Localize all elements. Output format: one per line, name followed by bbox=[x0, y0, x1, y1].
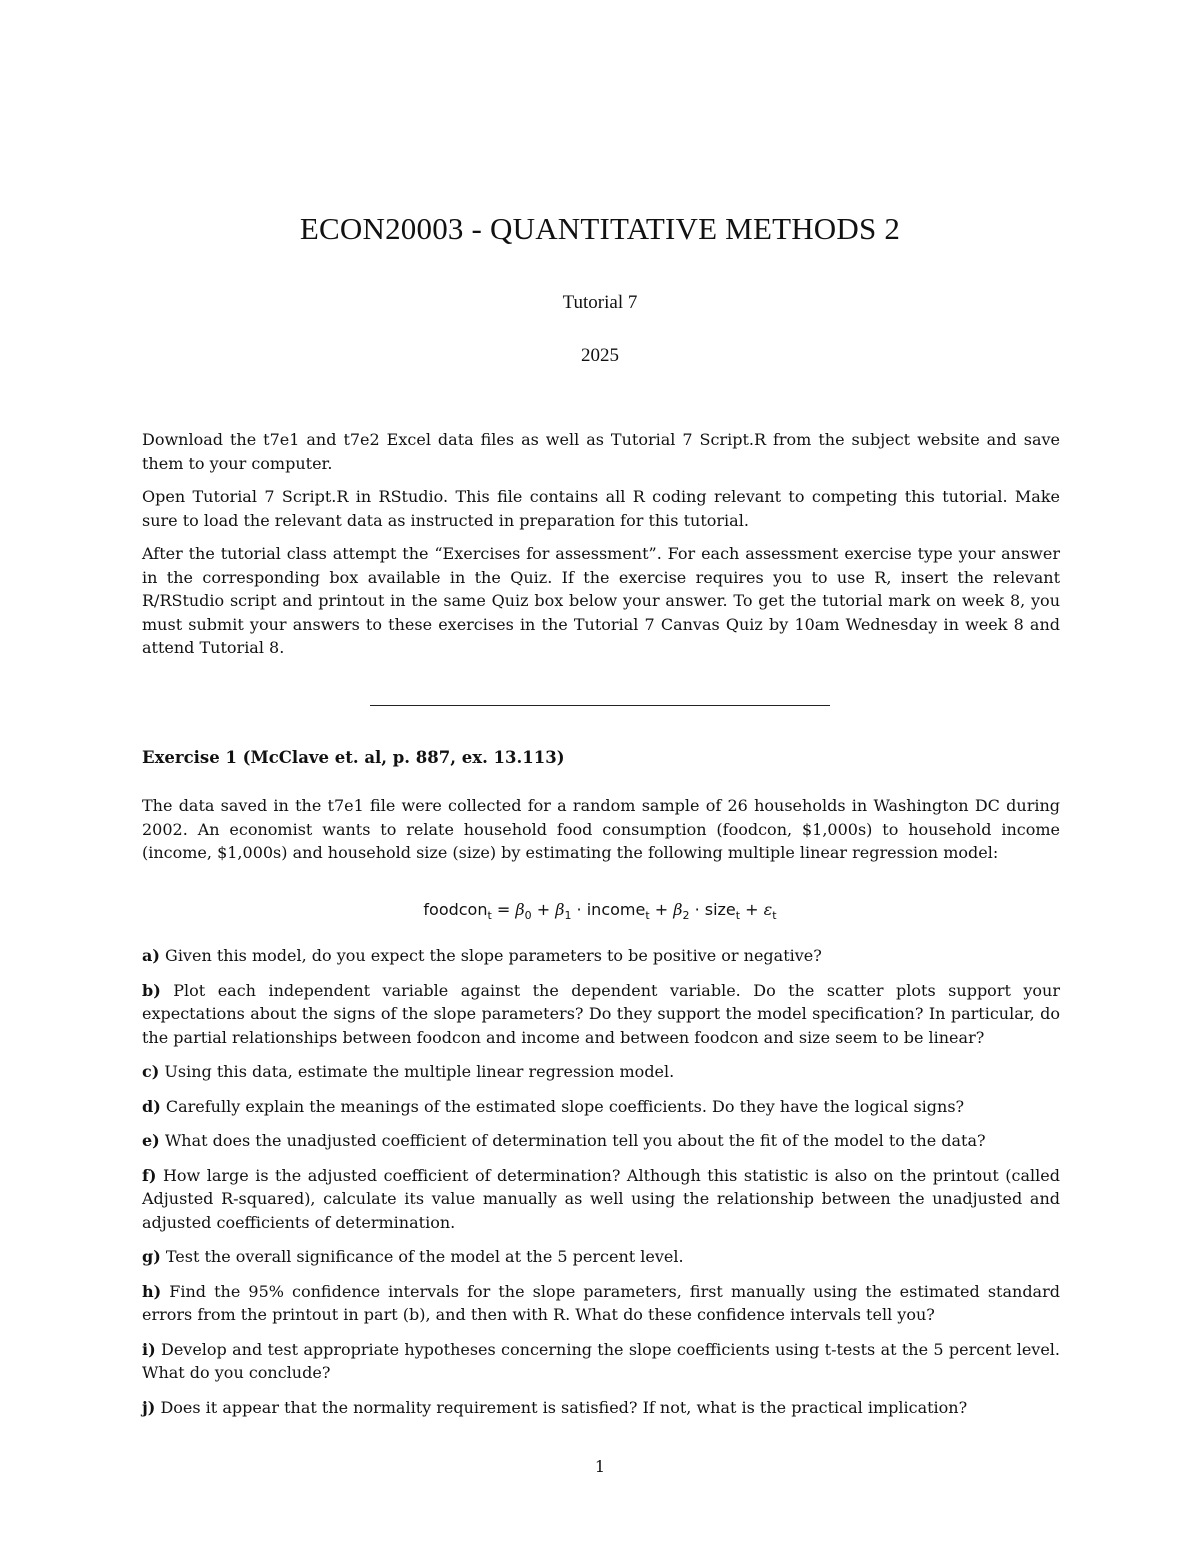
question-label: b) bbox=[142, 980, 161, 1000]
intro-paragraph: After the tutorial class attempt the “Exercises for assessment”. For each assessment exercise type your answer in the corresponding box available in the Quiz. If the exercise requires you to use R, insert the relevant R/RStudio script and printout in the same Quiz box below your answer. To get the tutorial mark on week 8, you must submit your answers to these exercises in the Tutorial 7 Canvas Quiz by 10am Wednesday in week 8 and attend Tutorial 8. bbox=[142, 544, 1060, 657]
equation-plus: + bbox=[740, 900, 764, 919]
question-item bbox=[142, 1129, 1060, 1153]
document-year: 2025 bbox=[581, 345, 619, 366]
question-label: d) bbox=[142, 1096, 161, 1116]
regression-equation bbox=[0, 900, 1200, 922]
size-term: · size bbox=[689, 900, 736, 919]
question-text: Using this data, estimate the multiple linear regression model. bbox=[164, 1062, 675, 1081]
beta-0-subscript: 0 bbox=[524, 909, 532, 923]
question-label: j) bbox=[142, 1397, 156, 1417]
beta-1-subscript: 1 bbox=[564, 909, 572, 923]
beta-1: β bbox=[555, 900, 565, 919]
equation-subscript: t bbox=[735, 909, 741, 923]
question-text: What does the unadjusted coefficient of determination tell you about the fit of the model to the data? bbox=[164, 1131, 986, 1150]
equation-subscript: t bbox=[487, 909, 492, 923]
question-item bbox=[142, 1060, 1060, 1084]
equation-subscript: t bbox=[772, 909, 777, 923]
question-text: Test the overall significance of the model at the 5 percent level. bbox=[165, 1247, 684, 1266]
question-text: Does it appear that the normality requirement is satisfied? If not, what is the practical implication? bbox=[160, 1397, 968, 1417]
question-item bbox=[142, 944, 1060, 968]
question-item bbox=[142, 1245, 1060, 1269]
question-label: f) bbox=[142, 1165, 157, 1185]
question-item bbox=[142, 979, 1060, 1050]
question-text: How large is the adjusted coefficient of determination? Although this statistic is also on the printout (called Adjusted R-squared), calculate its value manually as well using the relationship between the unadjusted and adjusted coefficients of determination. bbox=[142, 1165, 1060, 1232]
intro-paragraph: Download the t7e1 and t7e2 Excel data files as well as Tutorial 7 Script.R from the subject website and save them to your computer. bbox=[142, 430, 1060, 473]
beta-2: β bbox=[673, 900, 683, 919]
equation-lhs: foodcon bbox=[423, 900, 488, 919]
question-item bbox=[142, 1164, 1060, 1235]
exercise-description-text: The data saved in the t7e1 file were collected for a random sample of 26 households in Washington DC during 2002. An economist wants to relate household food consumption (foodcon, $1,000s) to household income (income, $1,000s) and household size (size) by estimating the following multiple linear regression model: bbox=[142, 796, 1060, 862]
question-item bbox=[142, 1396, 1060, 1420]
section-divider bbox=[370, 705, 830, 706]
question-label: g) bbox=[142, 1247, 161, 1266]
intro-section bbox=[142, 428, 1060, 670]
question-text: Given this model, do you expect the slope parameters to be positive or negative? bbox=[165, 946, 822, 965]
question-text: Develop and test appropriate hypotheses concerning the slope coefficients using t-tests at the 5 percent level. What do you conclude? bbox=[142, 1339, 1060, 1382]
question-label: i) bbox=[142, 1339, 156, 1359]
question-text: Carefully explain the meanings of the estimated slope coefficients. Do they have the logical signs? bbox=[165, 1096, 965, 1116]
equation-equals: = bbox=[491, 900, 516, 919]
page-title: ECON20003 - QUANTITATIVE METHODS 2 bbox=[299, 211, 901, 246]
income-term: · income bbox=[571, 900, 646, 919]
equation-plus: + bbox=[531, 900, 556, 919]
question-item bbox=[142, 1095, 1060, 1119]
question-item bbox=[142, 1280, 1060, 1327]
equation-plus: + bbox=[649, 900, 674, 919]
exercise-heading: Exercise 1 (McClave et. al, p. 887, ex. 13.113) bbox=[142, 748, 565, 767]
question-label: h) bbox=[142, 1281, 162, 1301]
beta-2-subscript: 2 bbox=[682, 909, 690, 923]
question-label: c) bbox=[142, 1062, 160, 1081]
question-text: Find the 95% confidence intervals for the slope parameters, first manually using the estimated standard errors from the printout in part (b), and then with R. What do these confidence intervals tell you? bbox=[142, 1281, 1060, 1324]
equation-subscript: t bbox=[645, 909, 650, 923]
question-list bbox=[142, 944, 1060, 1430]
question-text: Plot each independent variable against the dependent variable. Do the scatter plots support your expectations about the signs of the slope parameters? Do they support the model specification? In particular, do the partial relationships between foodcon and income and between foodcon and size seem to be linear? bbox=[142, 980, 1061, 1047]
question-label: e) bbox=[142, 1131, 160, 1150]
question-item bbox=[142, 1338, 1060, 1385]
beta-0: β bbox=[515, 900, 525, 919]
error-term: ε bbox=[763, 900, 773, 919]
tutorial-number: Tutorial 7 bbox=[562, 292, 638, 313]
question-label: a) bbox=[142, 946, 160, 965]
page-number: 1 bbox=[594, 1457, 606, 1476]
intro-paragraph: Open Tutorial 7 Script.R in RStudio. This file contains all R coding relevant to competing this tutorial. Make sure to load the relevant data as instructed in preparation for this tutorial. bbox=[142, 487, 1060, 530]
exercise-description bbox=[142, 794, 1060, 865]
